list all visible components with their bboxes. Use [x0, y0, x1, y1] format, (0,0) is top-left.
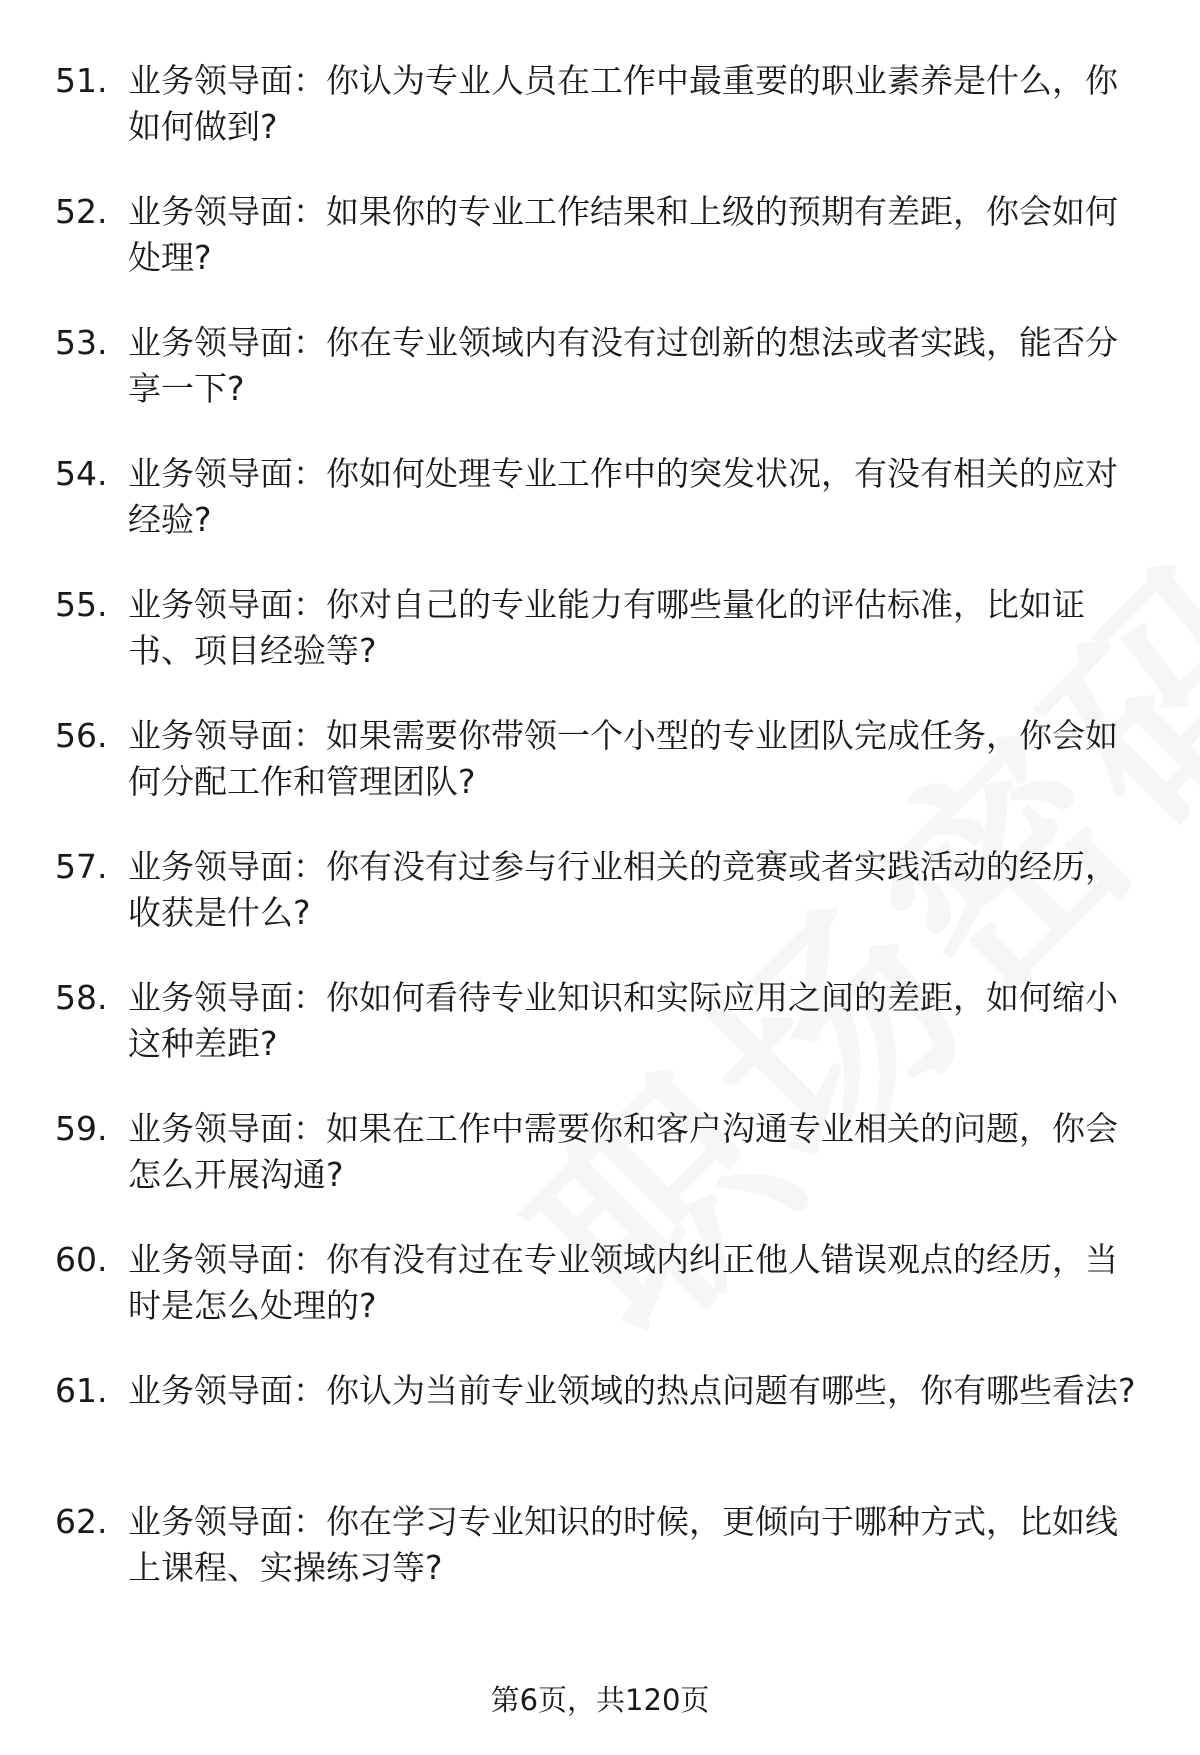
question-text: 业务领导面：你在学习专业知识的时候，更倾向于哪种方式，比如线上课程、实操练习等? [128, 1502, 1118, 1587]
question-item [55, 320, 1145, 451]
question-item [55, 451, 1145, 582]
question-text: 业务领导面：如果你的专业工作结果和上级的预期有差距，你会如何处理? [128, 192, 1118, 277]
question-number: 57. [55, 847, 108, 886]
question-number: 62. [55, 1502, 108, 1541]
question-number: 55. [55, 585, 108, 624]
question-number: 60. [55, 1240, 108, 1279]
question-item [55, 58, 1145, 189]
question-text: 业务领导面：你如何看待专业知识和实际应用之间的差距，如何缩小这种差距? [128, 978, 1118, 1063]
question-number: 61. [55, 1371, 108, 1410]
question-item [55, 1368, 1145, 1499]
question-text: 业务领导面：你如何处理专业工作中的突发状况，有没有相关的应对经验? [128, 454, 1118, 539]
question-number: 58. [55, 978, 108, 1017]
question-text: 业务领导面：你认为当前专业领域的热点问题有哪些，你有哪些看法? [128, 1371, 1136, 1410]
question-text: 业务领导面：你有没有过在专业领域内纠正他人错误观点的经历，当时是怎么处理的? [128, 1240, 1118, 1325]
question-item [55, 1237, 1145, 1368]
question-item [55, 975, 1145, 1106]
question-item [55, 189, 1145, 320]
question-text: 业务领导面：你对自己的专业能力有哪些量化的评估标准，比如证书、项目经验等? [128, 585, 1085, 670]
page-footer: 第6页，共120页 [490, 1683, 710, 1717]
question-number: 52. [55, 192, 108, 231]
question-number: 56. [55, 716, 108, 755]
question-item [55, 844, 1145, 975]
question-item [55, 713, 1145, 844]
question-number: 51. [55, 61, 108, 100]
question-number: 54. [55, 454, 108, 493]
question-item [55, 1106, 1145, 1237]
question-text: 业务领导面：你认为专业人员在工作中最重要的职业素养是什么，你如何做到? [128, 61, 1118, 146]
question-item [55, 582, 1145, 713]
question-text: 业务领导面：你有没有过参与行业相关的竞赛或者实践活动的经历，收获是什么? [128, 847, 1118, 932]
question-list [55, 58, 1145, 1630]
question-text: 业务领导面：如果需要你带领一个小型的专业团队完成任务，你会如何分配工作和管理团队? [128, 716, 1118, 801]
question-text: 业务领导面：你在专业领域内有没有过创新的想法或者实践，能否分享一下? [128, 323, 1118, 408]
question-item [55, 1499, 1145, 1630]
question-text: 业务领导面：如果在工作中需要你和客户沟通专业相关的问题，你会怎么开展沟通? [128, 1109, 1118, 1194]
question-number: 59. [55, 1109, 108, 1148]
question-number: 53. [55, 323, 108, 362]
